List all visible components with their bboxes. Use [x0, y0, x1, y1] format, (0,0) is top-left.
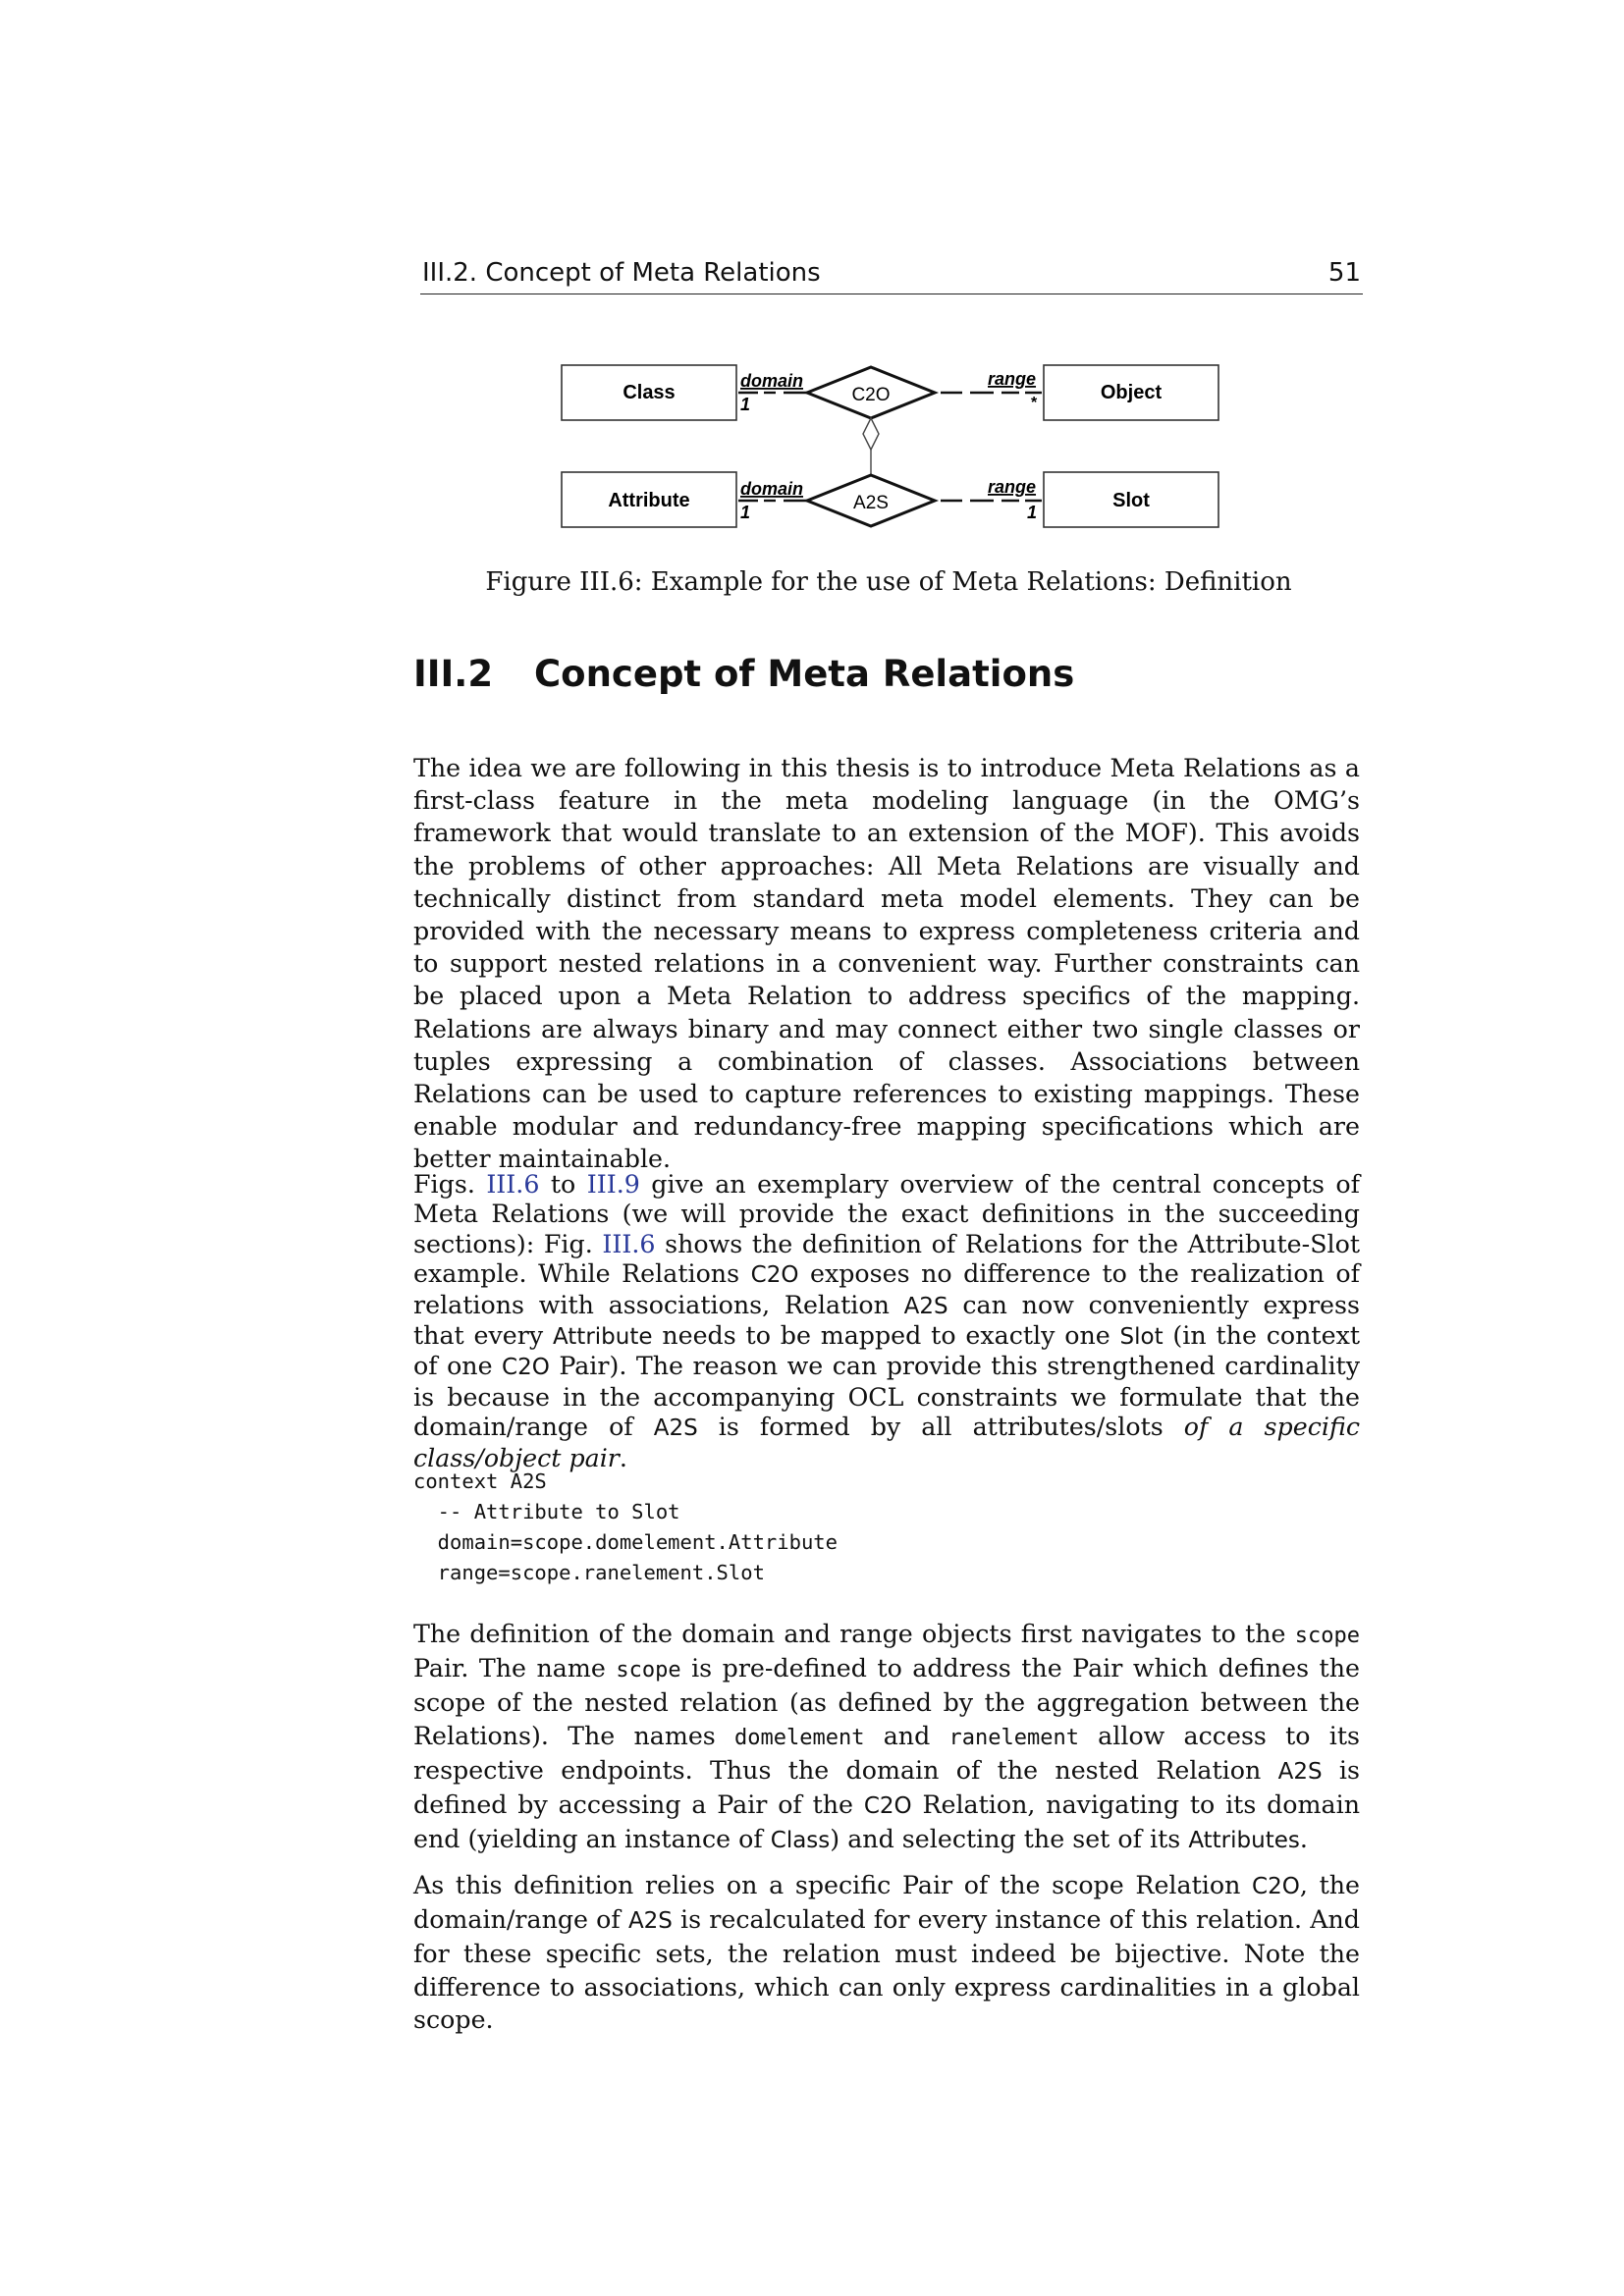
object-box-label: Object	[1100, 382, 1163, 403]
text-run: is recalculated for every instance of this relation. And for these specific sets, the relation must indeed be bijective. Note the difference to associations, which can only express cardinalities in a global scope.	[413, 1905, 1360, 2034]
term-c2o: C2O	[863, 1793, 912, 1820]
emphasis-text: of a specific class/object pair	[413, 1413, 1361, 1472]
text-run: The definition of the domain and range objects first navigates to the	[413, 1620, 1295, 1648]
text-run: to	[539, 1170, 587, 1199]
text-run: is pre-defined to address the Pair which defines the scope of the nested relation (as defined by the aggregation between the Relations). The names	[413, 1654, 1360, 1750]
running-header	[420, 254, 1363, 294]
code-term-scope: scope	[1294, 1624, 1360, 1648]
text-run: Relation, navigating to its domain end (yielding an instance of	[413, 1790, 1360, 1854]
text-run: and	[864, 1721, 949, 1750]
attribute-box-label: Attribute	[608, 490, 690, 511]
paragraph-1	[413, 752, 1360, 1176]
code-line: context A2S	[413, 1469, 547, 1493]
class-box-label: Class	[623, 382, 676, 403]
figure-ref-link[interactable]: III.6	[602, 1229, 656, 1258]
term-class: Class	[770, 1828, 831, 1854]
figure-ref-link[interactable]: III.9	[586, 1170, 640, 1199]
top-range-multiplicity: *	[1031, 395, 1038, 411]
text-run: shows the definition of Relations for the Attribute-Slot example. While Relations	[413, 1229, 1361, 1289]
term-c2o: C2O	[750, 1262, 799, 1289]
diagram-svg	[550, 353, 1237, 540]
text-run: exposes no difference to the realization of relations with associations, Relation	[413, 1259, 1361, 1319]
aggregation-diamond	[863, 418, 879, 450]
text-run: ) and selecting the set of its	[830, 1825, 1189, 1854]
text-run: Pair. The name	[413, 1654, 617, 1683]
section-heading	[413, 653, 1074, 695]
text-run: can now conveniently express that every	[413, 1290, 1360, 1351]
paragraph-4	[413, 1869, 1360, 2036]
code-line: domain=scope.domelement.Attribute	[413, 1530, 838, 1554]
text-run: needs to be mapped to exactly one	[652, 1321, 1120, 1351]
page-number: 51	[1327, 258, 1361, 288]
header-chapter-title: III.2. Concept of Meta Relations	[422, 258, 821, 288]
term-a2s: A2S	[627, 1908, 673, 1935]
term-attributes: Attributes	[1188, 1828, 1300, 1854]
term-c2o: C2O	[1252, 1874, 1300, 1899]
text-run: is formed by all attributes/slots	[697, 1413, 1184, 1442]
text-run: is defined by accessing a Pair of the	[413, 1755, 1360, 1820]
text-run: , the domain/range of	[413, 1871, 1360, 1935]
code-term-domelement: domelement	[734, 1725, 865, 1750]
code-term-ranelement: ranelement	[948, 1725, 1079, 1750]
paragraph-1-text: The idea we are following in this thesis is to introduce Meta Relations as a first-class feature in the meta modeling language (in the OMG’s framework that would translate to an extension of the MOF). This avoids the problems of other approaches: All Meta Relations are visually and technically distinct from standard meta model elements. They can be provided with the necessary means to express completeness criteria and to support nested relations in a convenient way. Further constraints can be placed upon a Meta Relation to address specifics of the mapping. Relations are always binary and may connect either two single classes or tuples expressing a combination of classes. Associations between Relations can be used to capture references to existing mappings. These enable modular and redundancy-free mapping specifications which are better maintainable.	[413, 754, 1360, 1174]
meta-relations-diagram	[550, 353, 1237, 540]
term-a2s: A2S	[903, 1293, 948, 1319]
slot-box-label: Slot	[1112, 490, 1150, 511]
code-term-scope: scope	[616, 1658, 681, 1683]
term-a2s: A2S	[1277, 1758, 1323, 1785]
figure-ref-link[interactable]: III.6	[486, 1170, 540, 1199]
code-line: range=scope.ranelement.Slot	[413, 1561, 765, 1584]
text-run: .	[619, 1443, 627, 1472]
term-a2s: A2S	[653, 1415, 698, 1442]
top-domain-multiplicity: 1	[740, 395, 751, 414]
section-title-text: Concept of Meta Relations	[534, 653, 1075, 695]
top-range-label: range	[988, 369, 1037, 389]
text-run: (in the context of one	[413, 1321, 1360, 1381]
text-run: Figs.	[413, 1170, 487, 1199]
ocl-code-block	[413, 1467, 838, 1588]
a2s-relation-label: A2S	[853, 493, 889, 513]
bottom-domain-multiplicity: 1	[740, 503, 751, 522]
bottom-range-label: range	[988, 477, 1037, 497]
paragraph-2-text	[413, 1170, 1360, 1473]
code-line: -- Attribute to Slot	[413, 1500, 680, 1523]
c2o-relation-label: C2O	[851, 385, 891, 405]
figure-caption: Figure III.6: Example for the use of Meta Relations: Definition	[485, 567, 1292, 597]
section-number: III.2	[413, 653, 494, 695]
term-attribute: Attribute	[552, 1324, 653, 1351]
top-domain-label: domain	[740, 371, 804, 391]
text-run: As this definition relies on a specific Pair of the scope Relation	[413, 1871, 1253, 1899]
term-slot: Slot	[1119, 1324, 1164, 1351]
term-c2o: C2O	[502, 1355, 550, 1381]
text-run: give an exemplary overview of the central concepts of Meta Relations (we will provide the exact definitions in the succeeding sections): Fig.	[413, 1170, 1360, 1258]
text-run: .	[1299, 1825, 1308, 1854]
bottom-domain-label: domain	[740, 479, 804, 499]
text-run: Pair). The reason we can provide this strengthened cardinality is because in the accompanying OCL constraints we formulate that the domain/range of	[413, 1352, 1360, 1442]
paragraph-4-text	[413, 1869, 1360, 2036]
paragraph-3-text	[413, 1618, 1360, 1857]
bottom-range-multiplicity: 1	[1027, 503, 1038, 522]
text-run: allow access to its respective endpoints. Thus the domain of the nested Relation	[413, 1721, 1361, 1785]
paragraph-2	[413, 1170, 1360, 1473]
paragraph-3	[413, 1618, 1360, 1857]
